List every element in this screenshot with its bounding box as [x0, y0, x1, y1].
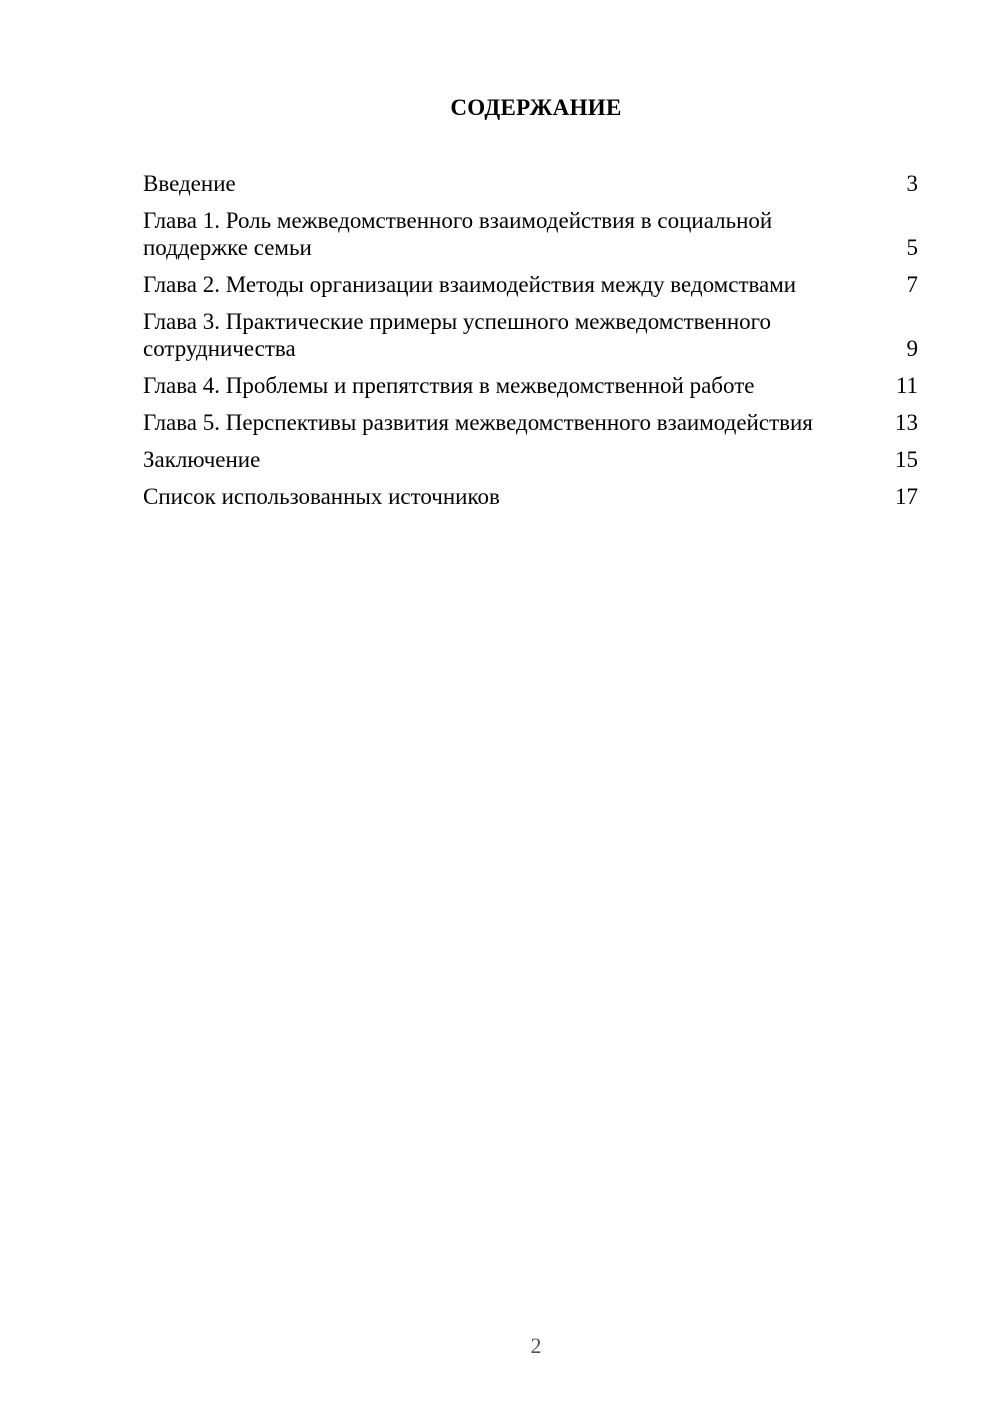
- toc-entry-page: 5: [906, 235, 918, 260]
- page-number: 2: [530, 1333, 542, 1358]
- toc-entry-page: 17: [895, 484, 918, 509]
- toc-entry-page: 13: [895, 410, 918, 435]
- toc-entry-text: Глава 1. Роль межведомственного взаимодействия в социальной поддержке семьи: [143, 208, 773, 260]
- toc-entry-chapter-2[interactable]: [143, 271, 918, 298]
- toc-entry-chapter-3[interactable]: [143, 308, 918, 362]
- toc-entry-conclusion[interactable]: [143, 446, 918, 473]
- toc-entry-chapter-1[interactable]: [143, 207, 918, 261]
- table-of-contents: [143, 170, 918, 520]
- toc-entry-references[interactable]: [143, 483, 918, 510]
- page-title: СОДЕРЖАНИЕ: [450, 95, 622, 120]
- toc-entry-text: Введение: [143, 171, 236, 196]
- toc-entry-chapter-5[interactable]: [143, 409, 918, 436]
- toc-entry-page: 7: [906, 272, 918, 297]
- toc-entry-page: 3: [906, 171, 918, 196]
- toc-entry-page: 15: [895, 447, 918, 472]
- toc-entry-text: Глава 2. Методы организации взаимодействия между ведомствами: [143, 272, 797, 297]
- toc-entry-text: Глава 3. Практические примеры успешного межведомственного сотрудничества: [143, 309, 772, 361]
- toc-entry-chapter-4[interactable]: [143, 372, 918, 399]
- toc-entry-text: Глава 4. Проблемы и препятствия в межведомственной работе: [143, 373, 755, 398]
- toc-entry-page: 9: [906, 336, 918, 361]
- toc-entry-introduction[interactable]: [143, 170, 918, 197]
- toc-entry-text: Список использованных источников: [143, 484, 500, 509]
- toc-entry-text: Заключение: [143, 447, 261, 472]
- toc-entry-text: Глава 5. Перспективы развития межведомственного взаимодействия: [143, 410, 813, 435]
- toc-entry-page: 11: [895, 373, 918, 398]
